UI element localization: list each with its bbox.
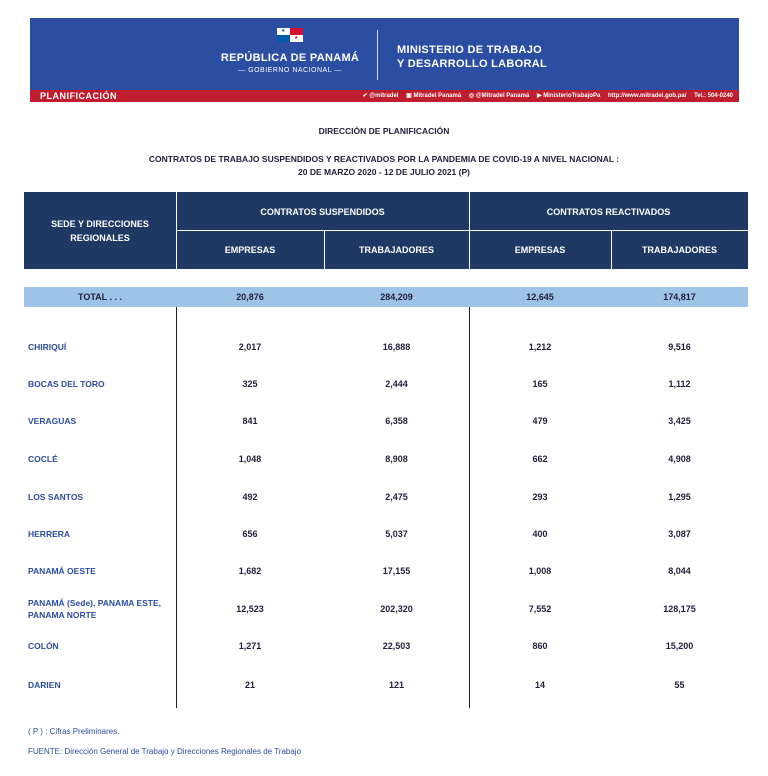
- react-trabajadores-value: 3,425: [668, 416, 691, 426]
- region-name: HERRERA: [28, 529, 71, 539]
- report-title-line2: 20 DE MARZO 2020 - 12 DE JULIO 2021 (P): [298, 167, 470, 177]
- government-label: — GOBIERNO NACIONAL —: [238, 67, 342, 74]
- susp-empresas-value: 841: [242, 416, 258, 426]
- susp-trabajadores-value: 8,908: [385, 454, 408, 464]
- react-empresas-value: 14: [534, 680, 545, 690]
- susp-empresas-value: 1,682: [238, 566, 262, 576]
- header-susp-empresas: EMPRESAS: [224, 245, 276, 255]
- header-divider: [324, 230, 325, 269]
- section-bar: [30, 90, 739, 102]
- susp-trabajadores-value: 17,155: [382, 566, 411, 576]
- susp-trabajadores-value: 121: [388, 680, 405, 690]
- table-row: [24, 444, 748, 474]
- banner-divider: [377, 30, 378, 80]
- header-divider: [176, 230, 748, 231]
- direction-title: DIRECCIÓN DE PLANIFICACIÓN: [318, 126, 450, 136]
- region-name: CHIRIQUÍ: [28, 342, 67, 352]
- react-empresas-value: 1,008: [528, 566, 552, 576]
- react-empresas-value: 860: [532, 641, 548, 651]
- react-empresas-value: 7,552: [528, 604, 552, 614]
- youtube-channel: ▶ MinisterioTrabajoPa: [536, 93, 601, 99]
- total-label: TOTAL . . .: [77, 292, 122, 302]
- react-trabajadores-value: 128,175: [663, 604, 696, 614]
- region-name: COCLÉ: [28, 454, 58, 464]
- header-sede: SEDE Y DIRECCIONES REGIONALES: [51, 219, 149, 243]
- table-row: [24, 406, 748, 436]
- header-react-trabajadores: TRABAJADORES: [641, 245, 717, 255]
- table-row: [24, 670, 748, 700]
- susp-trabajadores-value: 5,037: [385, 529, 408, 539]
- table-row: [24, 332, 748, 362]
- phone-number: Tel.: 504-0240: [694, 93, 733, 99]
- ministry-name-line2: Y DESARROLLO LABORAL: [397, 58, 548, 70]
- susp-trabajadores-value: 22,503: [382, 641, 411, 651]
- react-empresas-value: 400: [532, 529, 548, 539]
- region-name: VERAGUAS: [28, 416, 77, 426]
- susp-empresas-value: 492: [242, 492, 258, 502]
- susp-empresas-value: 1,048: [238, 454, 262, 464]
- header-divider: [611, 230, 612, 269]
- table-row: [24, 482, 748, 512]
- susp-empresas-value: 12,523: [236, 604, 264, 614]
- susp-empresas-value: 2,017: [238, 342, 262, 352]
- react-trabajadores-value: 1,112: [668, 379, 691, 389]
- react-empresas-value: 293: [532, 492, 548, 502]
- susp-trabajadores-value: 2,444: [385, 379, 408, 389]
- react-trabajadores-value: 3,087: [668, 529, 691, 539]
- panama-flag-icon: ★ ★: [277, 28, 303, 42]
- react-trabajadores-value: 15,200: [665, 641, 694, 651]
- header-suspended-group: CONTRATOS SUSPENDIDOS: [260, 207, 385, 217]
- total-susp-empresas: 20,876: [236, 292, 264, 302]
- table-row: [24, 369, 748, 399]
- region-name: COLÓN: [28, 641, 59, 651]
- facebook-page: ▣ Mitradel Panamá: [406, 93, 462, 99]
- susp-trabajadores-value: 16,888: [382, 342, 411, 352]
- total-susp-trabajadores: 284,209: [380, 292, 413, 302]
- source-note: FUENTE: Dirección General de Trabajo y Direcciones Regionales de Trabajo: [28, 747, 302, 756]
- react-empresas-value: 662: [532, 454, 548, 464]
- header-react-empresas: EMPRESAS: [514, 245, 566, 255]
- header-banner: [30, 18, 739, 90]
- table-row: [24, 519, 748, 549]
- susp-empresas-value: 656: [242, 529, 258, 539]
- table-header: [24, 192, 748, 269]
- region-name: DARIEN: [28, 680, 61, 690]
- total-row: [24, 287, 748, 307]
- instagram-handle: ◎ @Mitradel Panamá: [468, 93, 530, 99]
- header-susp-trabajadores: TRABAJADORES: [358, 245, 434, 255]
- website-url: http://www.mitradel.gob.pa/: [607, 93, 687, 99]
- react-empresas-value: 165: [532, 379, 548, 389]
- table-row: [24, 594, 748, 624]
- total-react-trabajadores: 174,817: [663, 292, 696, 302]
- susp-trabajadores-value: 2,475: [385, 492, 408, 502]
- region-name: PANAMÁ (Sede), PANAMA ESTE, PANAMA NORTE: [28, 598, 162, 620]
- twitter-handle: ✔ @mitradel: [362, 93, 399, 99]
- report-title-line1: CONTRATOS DE TRABAJO SUSPENDIDOS Y REACTIVADOS POR LA PANDEMIA DE COVID-19 A NIVEL NACIONAL :: [148, 154, 620, 164]
- section-label: PLANIFICACIÓN: [40, 91, 117, 101]
- total-react-empresas: 12,645: [526, 292, 554, 302]
- react-trabajadores-value: 9,516: [668, 342, 691, 352]
- preliminary-note: ( P ) : Cifras Preliminares.: [28, 727, 120, 736]
- region-name: LOS SANTOS: [28, 492, 84, 502]
- region-name: BOCAS DEL TORO: [28, 379, 105, 389]
- react-trabajadores-value: 4,908: [668, 454, 691, 464]
- social-links: [357, 90, 733, 102]
- header-reactivated-group: CONTRATOS REACTIVADOS: [546, 207, 671, 217]
- react-trabajadores-value: 1,295: [668, 492, 691, 502]
- react-empresas-value: 1,212: [528, 342, 552, 352]
- react-empresas-value: 479: [532, 416, 548, 426]
- susp-empresas-value: 1,271: [238, 641, 262, 651]
- react-trabajadores-value: 8,044: [668, 566, 691, 576]
- react-trabajadores-value: 55: [674, 680, 685, 690]
- ministry-name-line1: MINISTERIO DE TRABAJO: [397, 44, 543, 56]
- susp-trabajadores-value: 202,320: [380, 604, 413, 614]
- table-row: [24, 556, 748, 586]
- republic-name: REPÚBLICA DE PANAMÁ: [220, 52, 360, 64]
- susp-empresas-value: 21: [244, 680, 255, 690]
- table-row: [24, 631, 748, 661]
- susp-empresas-value: 325: [242, 379, 258, 389]
- susp-trabajadores-value: 6,358: [385, 416, 408, 426]
- region-name: PANAMÁ OESTE: [28, 566, 96, 576]
